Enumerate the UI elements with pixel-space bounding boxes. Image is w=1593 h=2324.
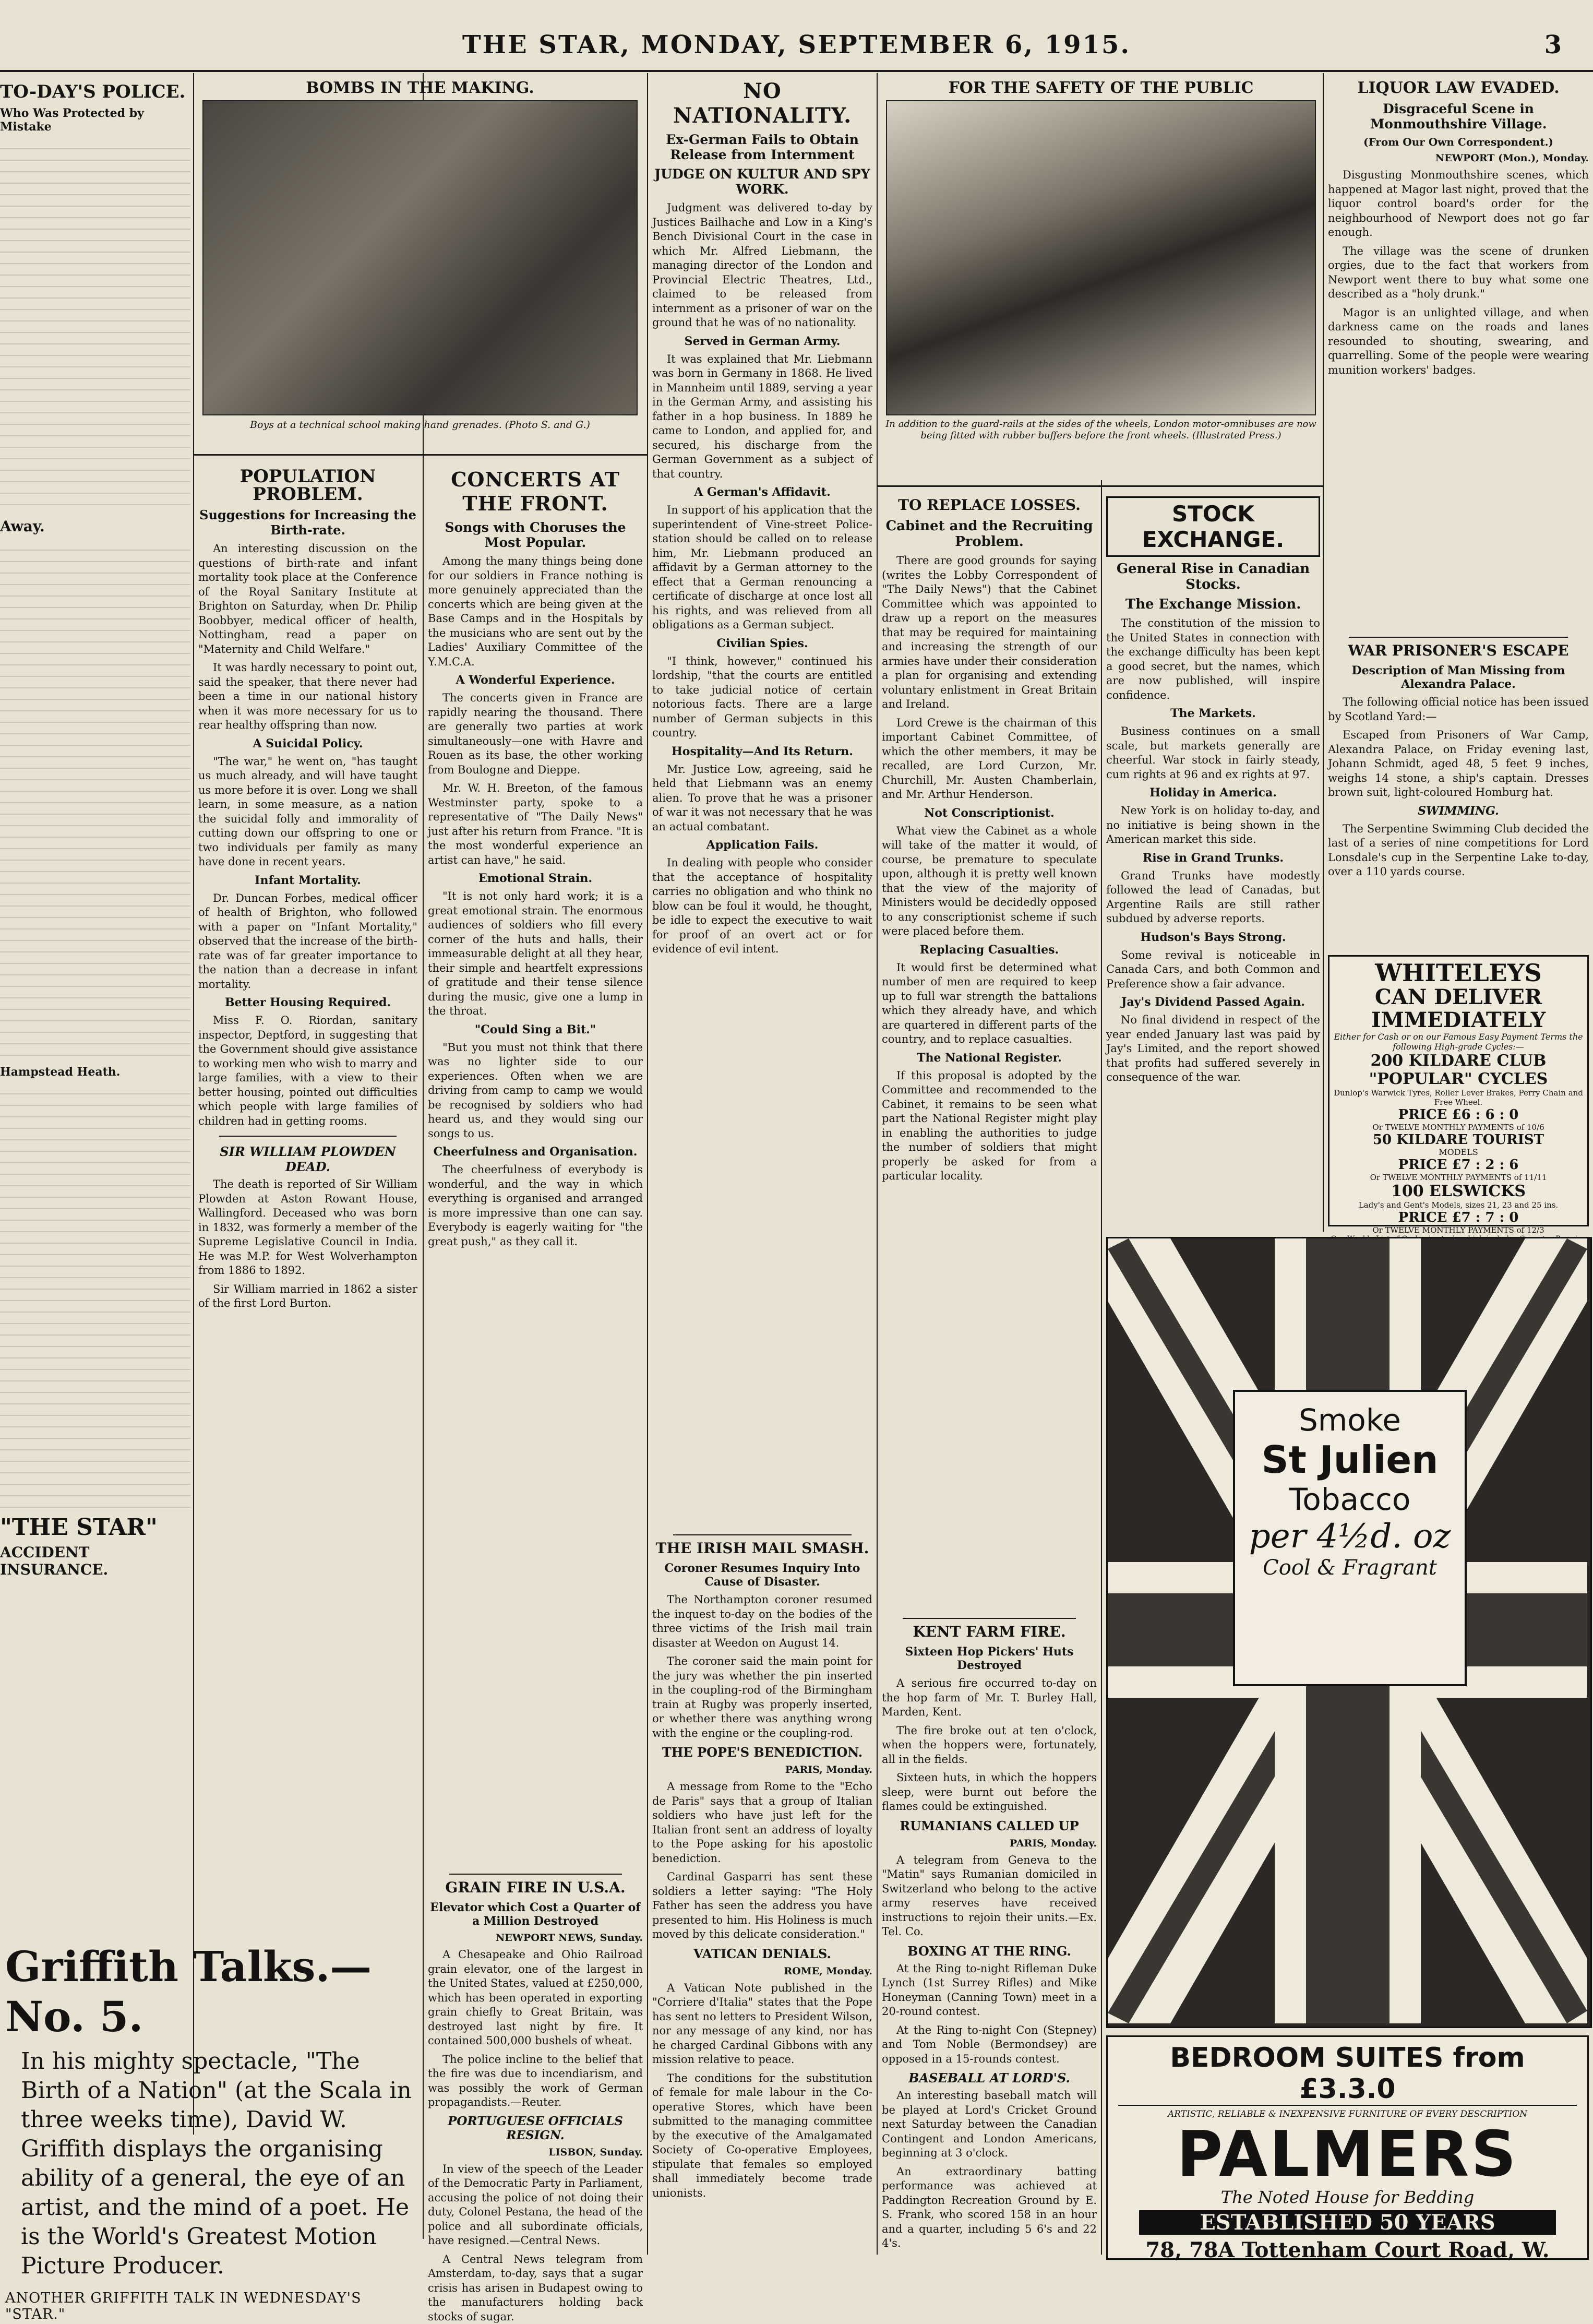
nationality-section-head: Application Fails. (652, 838, 872, 852)
portuguese-para: A Central News telegram from Amsterdam, to-day, says that a sugar crisis has arisen in Budapest owing to the manufacturers holding back stocks of sugar. (428, 2253, 643, 2324)
section-rule (449, 1874, 622, 1875)
concerts-section-head: A Wonderful Experience. (428, 673, 643, 687)
whiteleys-l10: MODELS (1330, 1148, 1587, 1157)
stock-para: The constitution of the mission to the United States in connection with the exchange difficulty has been kept a good secret, but the names, which are now published, will inspire confidence. (1106, 616, 1320, 702)
losses-para: What view the Cabinet as a whole will take of the matter it would, of course, be premature to speculate upon, although it is pretty well known that the view of the majority of Ministers would be decidedly opposed to any conscriptionist scheme if such were placed before them. (882, 824, 1097, 939)
escape-headline: WAR PRISONER'S ESCAPE (1328, 642, 1589, 660)
liquor-headline: LIQUOR LAW EVADED. (1328, 79, 1589, 97)
losses-para: There are good grounds for saying (writes the Lobby Correspondent of "The Daily News") that the Cabinet Committee which was appointed to draw up a report on the measures that may be required for maintaining and increasing the strength of our armies have under their consideration a plan for organising and extending voluntary enlistment in Great Britain and Ireland. (882, 554, 1097, 712)
palmers-l3: PALMERS (1108, 2123, 1587, 2187)
column-rule (1323, 73, 1324, 1232)
section-rule (1349, 637, 1568, 638)
tobacco-smoke: Smoke (1235, 1402, 1465, 1438)
nationality-para: Mr. Justice Low, agreeing, said he held that Liebmann was an enemy alien. To prove that he was a prisoner of war it was not necessary that he was an actual combatant. (652, 762, 872, 835)
nationality-para: In support of his application that the superintendent of Vine-street Police-station should be called on to release him, Mr. Liebmann produced an affidavit by a German attorney to the effect that a German renouncing a certificate of discharge at once lost all his rights, and was relieved from all obligations as a German subject. (652, 503, 872, 633)
losses-section-head: The National Register. (882, 1051, 1097, 1065)
nationality-para: "I think, however," continued his lordship, "that the courts are entitled to take judicial notice of certain notorious facts. There are a large number of German subjects in this country. (652, 654, 872, 741)
losses-article (882, 493, 1097, 1615)
population-para: Dr. Duncan Forbes, medical officer of health of Brighton, who followed with a paper on "Infant Mortality," observed that the increase of the birth-rate was of far greater importance to the nation than a decrease in infant mortality. (198, 891, 417, 992)
faded-text-block (0, 138, 190, 514)
irish-mail-article (652, 1534, 872, 2260)
vatican-para: The conditions for the substitution of female for male labour in the Co-operative Stores, which have been submitted to the managing committee by the executive of the Amalgamated Society of Co-operative Employees, stipulate that females so employed shall immediately become trade unionists. (652, 2071, 872, 2201)
concerts-article (428, 464, 643, 1874)
population-para: It was hardly necessary to point out, said the speaker, that there never had been a time in our national history when it was more necessary for us to rear healthy offspring than now. (198, 661, 417, 733)
concerts-section-head: "Could Sing a Bit." (428, 1023, 643, 1036)
concerts-section-head: Cheerfulness and Organisation. (428, 1145, 643, 1159)
whiteleys-price-3: PRICE £7 : 7 : 0 (1330, 1210, 1587, 1225)
pope-headline: THE POPE'S BENEDICTION. (652, 1745, 872, 1760)
grain-article (428, 1874, 643, 2260)
nationality-para: It was explained that Mr. Liebmann was born in Germany in 1868. He lived in Mannheim until 1889, serving a year in the German Army, and assisting his father in a hop business. In 1889 he came to London, and applied for, and secured, his discharge from the German Government as a subject of that country. (652, 352, 872, 482)
safety-article (882, 76, 1320, 483)
rumanians-dateline: PARIS, Monday. (882, 1838, 1097, 1849)
plowden-para: The death is reported of Sir William Plowden at Aston Rowant House, Wallingford. Deceased who was born in 1832, was formerly a member of the Supreme Legislative Council in India. He was M.P. for West Wolverhampton from 1886 to 1892. (198, 1177, 417, 1278)
kent-subhead: Sixteen Hop Pickers' Huts Destroyed (882, 1645, 1097, 1672)
concerts-para: The cheerfulness of everybody is wonderful, and the way in which everything is organised and arranged is more impressive than one can say. Everybody is eagerly waiting for "the great push," as they call it. (428, 1163, 643, 1249)
population-headline: POPULATION PROBLEM. (198, 468, 417, 503)
vatican-para: A Vatican Note published in the "Corriere d'Italia" states that the Pope has sent no letters to President Wilson, nor any message of any kind, nor has he charged Cardinal Gibbons with any mission relative to peace. (652, 1981, 872, 2067)
st-julien-ad (1106, 1237, 1592, 2028)
whiteleys-l4: Either for Cash or on our Famous Easy Payment Terms the following High-grade Cycles:— (1330, 1032, 1587, 1052)
grain-dateline: NEWPORT NEWS, Sunday. (428, 1932, 643, 1944)
losses-para: Lord Crewe is the chairman of this important Cabinet Committee, of which the other members, it may be recalled, are Lord Curzon, Mr. Churchill, Mr. Austen Chamberlain, and Mr. Arthur Henderson. (882, 716, 1097, 802)
population-section-head: Infant Mortality. (198, 874, 417, 887)
whiteleys-l8: Or TWELVE MONTHLY PAYMENTS of 10/6 (1330, 1123, 1587, 1132)
stock-subhead-2: The Exchange Mission. (1106, 597, 1320, 612)
concerts-headline: CONCERTS AT THE FRONT. (428, 468, 643, 516)
masthead-rule (0, 70, 1593, 72)
whiteleys-l13: Lady's and Gent's Models, sizes 21, 23 and 25 ins. (1330, 1200, 1587, 1210)
masthead (0, 30, 1593, 67)
column-rule (1101, 480, 1102, 2255)
whiteleys-l1: WHITELEYS (1330, 960, 1587, 986)
page-number: 3 (1544, 30, 1562, 59)
griffith-body: In his mighty spectacle, "The Birth of a Nation" (at the Scala in three weeks time), David W. Griffith displays the organising ability of a general, the eye of an artist, and the mind of a poet. He is the World's Greatest Motion Picture Producer. (21, 2047, 412, 2281)
kent-para: Sixteen huts, in which the hoppers sleep, were burnt out before the flames could be extinguished. (882, 1771, 1097, 1814)
tobacco-brand: St Julien (1235, 1438, 1465, 1482)
stock-section-head: Jay's Dividend Passed Again. (1106, 995, 1320, 1009)
kent-headline: KENT FARM FIRE. (882, 1623, 1097, 1641)
population-article (198, 464, 417, 1994)
column-rule (877, 73, 878, 2255)
kent-para: The fire broke out at ten o'clock, when the hoppers were, fortunately, all in the fields. (882, 1724, 1097, 1767)
concerts-subhead: Songs with Choruses the Most Popular. (428, 520, 643, 550)
whiteleys-price-1: PRICE £6 : 6 : 0 (1330, 1107, 1587, 1123)
swimming-para: The Serpentine Swimming Club decided the last of a series of nine competitions for Lord Lonsdale's cup in the Serpentine Lake to-day, over a 110 yards course. (1328, 822, 1589, 879)
whiteleys-l9: 50 KILDARE TOURIST (1330, 1132, 1587, 1148)
whiteleys-l11: Or TWELVE MONTHLY PAYMENTS of 11/11 (1330, 1173, 1587, 1182)
whiteleys-l7: Dunlop's Warwick Tyres, Roller Lever Brakes, Perry Chain and Free Wheel. (1330, 1088, 1587, 1107)
escape-subhead: Description of Man Missing from Alexandra Palace. (1328, 664, 1589, 691)
stock-headline: STOCK EXCHANGE. (1106, 496, 1320, 557)
nationality-para: Judgment was delivered to-day by Justices Bailhache and Low in a King's Bench Divisional Court in the case in which Mr. Alfred Liebmann, the managing director of the London and Provincial Electric Theatres, Ltd., claimed to be released from internment as a prisoner of war on the ground that he was of no nationality. (652, 201, 872, 330)
palmers-l1: BEDROOM SUITES from £3.3.0 (1118, 2042, 1577, 2106)
stock-subhead: General Rise in Canadian Stocks. (1106, 561, 1320, 592)
bombs-caption: Boys at a technical school making hand grenades. (Photo S. and G.) (198, 419, 642, 431)
nationality-subhead: JUDGE ON KULTUR AND SPY WORK. (652, 166, 872, 197)
palmers-l2: ARTISTIC, RELIABLE & INEXPENSIVE FURNITURE OF EVERY DESCRIPTION (1108, 2109, 1587, 2119)
star-insurance-headline: "THE STAR" (0, 1514, 190, 1541)
faded-text-block (0, 1083, 190, 1511)
palmers-ad (1106, 2035, 1589, 2260)
police-subhead: Who Was Protected by Mistake (0, 106, 190, 134)
kent-article (882, 1618, 1097, 2260)
stock-para: Business continues on a small scale, but markets generally are cheerful. War stock in fairly steady, cum rights at 96 and ex rights at 97. (1106, 724, 1320, 782)
grain-headline: GRAIN FIRE IN U.S.A. (428, 1879, 643, 1897)
population-para: An interesting discussion on the questions of birth-rate and infant mortality took place at the Conference of the Royal Sanitary Institute at Brighton on Saturday, when Dr. Philip Boobbyer, medical officer of health, Nottingham, read a paper on "Maternity and Child Welfare." (198, 542, 417, 657)
whiteleys-ad (1328, 955, 1589, 1226)
liquor-article (1328, 76, 1589, 634)
column-rule (647, 73, 648, 2255)
portuguese-para: In view of the speech of the Leader of the Democratic Party in Parliament, accusing the police of not doing their duty, Colonel Pestana, the head of the police and all subordinate officials, have resigned.—Central News. (428, 2162, 643, 2248)
masthead-title: THE STAR, MONDAY, SEPTEMBER 6, 1915. (0, 30, 1593, 59)
section-rule (903, 1618, 1076, 1619)
baseball-para: An interesting baseball match will be played at Lord's Cricket Ground next Saturday between the Canadian Contingent and London Americans, beginning at 3 o'clock. (882, 2089, 1097, 2161)
bombs-headline: BOMBS IN THE MAKING. (198, 79, 642, 97)
faded-text-block (0, 539, 190, 1061)
nationality-section-head: Civilian Spies. (652, 637, 872, 650)
grain-subhead: Elevator which Cost a Quarter of a Million Destroyed (428, 1901, 643, 1928)
losses-subhead: Cabinet and the Recruiting Problem. (882, 518, 1097, 550)
tobacco-slogan: Cool & Fragrant (1235, 1556, 1465, 1580)
star-insurance-subhead: ACCIDENT INSURANCE. (0, 1544, 190, 1578)
left-column (0, 78, 190, 1931)
whiteleys-l14: Or TWELVE MONTHLY PAYMENTS of 12/3 (1330, 1225, 1587, 1235)
irish-mail-para: The coroner said the main point for the jury was whether the pin inserted in the coupling-rod of the Birmingham train at Rugby was properly inserted, or whether there was anything wrong with the engine or the coupling-rod. (652, 1654, 872, 1741)
portuguese-headline: PORTUGUESE OFFICIALS RESIGN. (428, 2114, 643, 2142)
concerts-para: Mr. W. H. Breeton, of the famous Westminster party, spoke to a representative of "The Daily News" just after his return from France. "It is the most wonderful experience an artist can have," he said. (428, 781, 643, 867)
tobacco-price: per 4½d. oz (1235, 1517, 1465, 1556)
baseball-para: An extraordinary batting performance was achieved at Paddington Recreation Ground by E. S. Frank, who scored 158 in an hour and a quarter, including 5 6's and 22 4's. (882, 2165, 1097, 2251)
tobacco-panel (1233, 1390, 1467, 1686)
losses-para: It would first be determined what number of men are required to keep up to full war strength the battalions which they already have, and which are quartered in different parts of the country, and to replace casualties. (882, 961, 1097, 1047)
boxing-headline: BOXING AT THE RING. (882, 1944, 1097, 1959)
plowden-para: Sir William married in 1862 a sister of the first Lord Burton. (198, 1282, 417, 1311)
losses-para: If this proposal is adopted by the Committee and recommended to the Cabinet, it remains to be seen what part the National Register might play in enabling the authorities to judge the number of soldiers that might properly be asked for from a particular locality. (882, 1069, 1097, 1184)
pope-para: Cardinal Gasparri has sent these soldiers a letter saying: "The Holy Father has seen the address you have presented to him. His Holiness is much moved by this delicate consideration." (652, 1870, 872, 1942)
nationality-headline: NO NATIONALITY. (652, 79, 872, 128)
concerts-para: "It is not only hard work; it is a great emotional strain. The enormous audiences of soldiers who fill every corner of the huts and halls, their immeasurable delight at all they hear, their simple and heartfelt expressions of gratitude and their tense silence during the music, give one a lump in the throat. (428, 889, 643, 1019)
concerts-para: "But you must not think that there was no lighter side to our experiences. Often when we are driving from camp to camp we would be recognised by soldiers who had heard us, and they would sing our songs to us. (428, 1041, 643, 1141)
rumanians-para: A telegram from Geneva to the "Matin" says Rumanian domiciled in Switzerland who belong to the active army reserves have received instructions to rejoin their units.—Ex. Tel. Co. (882, 1853, 1097, 1939)
police-headline: TO-DAY'S POLICE. (0, 81, 190, 102)
column-rule (193, 73, 194, 2135)
bombs-article (198, 76, 642, 451)
liquor-para: The village was the scene of drunken orgies, due to the fact that workers from Newport went there to buy what some one described as a "holy drunk." (1328, 244, 1589, 302)
grain-para: A Chesapeake and Ohio Railroad grain elevator, one of the largest in the United States, valued at £250,000, which has been operated in exporting grain chiefly to Great Britain, was destroyed last night by fire. It contained 500,000 bushels of wheat. (428, 1948, 643, 2048)
boxing-para: At the Ring to-night Rifleman Duke Lynch (1st Surrey Rifles) and Mike Honeyman (Canning Town) meet in a 20-round contest. (882, 1962, 1097, 2019)
nationality-para: In dealing with people who consider that the acceptance of hospitality carries no obligation and who think no blow can be foul it would, he thought, be idle to expect the executive to wait for proof of an overt act or for evidence of evil intent. (652, 856, 872, 957)
irish-mail-subhead: Coroner Resumes Inquiry Into Cause of Disaster. (652, 1562, 872, 1589)
stock-para: Some revival is noticeable in Canada Cars, and both Common and Preference show a fair advance. (1106, 948, 1320, 992)
whiteleys-l3: IMMEDIATELY (1330, 1009, 1587, 1032)
rumanians-headline: RUMANIANS CALLED UP (882, 1818, 1097, 1833)
boxing-para: At the Ring to-night Con (Stepney) and Tom Noble (Bermondsey) are opposed in a 15-rounds contest. (882, 2023, 1097, 2067)
losses-section-head: Not Conscriptionist. (882, 806, 1097, 820)
stock-para: No final dividend in respect of the year ended January last was paid by Jay's Limited, and the report showed that profits had suffered severely in consequence of the war. (1106, 1013, 1320, 1085)
section-rule (194, 454, 647, 456)
population-section-head: A Suicidal Policy. (198, 737, 417, 750)
safety-caption: In addition to the guard-rails at the sides of the wheels, London motor-omnibuses are now being fitted with rubber buffers before the front wheels. (Illustrated Press.) (882, 419, 1320, 442)
nationality-section-head: Served in German Army. (652, 335, 872, 348)
grain-para: The police incline to the belief that the fire was due to incendiarism, and was possibly the work of German propagandists.—Reuter. (428, 2053, 643, 2110)
concerts-para: Among the many things being done for our soldiers in France nothing is more genuinely appreciated than the concerts which are being given at the Base Camps and in the Hospitals by the musicians who are sent out by the Ladies' Auxiliary Committee of the Y.M.C.A. (428, 554, 643, 669)
whiteleys-l5: 200 KILDARE CLUB (1330, 1052, 1587, 1070)
concerts-section-head: Emotional Strain. (428, 872, 643, 885)
nationality-subhead: Ex-German Fails to Obtain Release from Internment (652, 132, 872, 162)
irish-mail-headline: THE IRISH MAIL SMASH. (652, 1540, 872, 1557)
irish-mail-para: The Northampton coroner resumed the inquest to-day on the bodies of the three victims of the Irish mail train disaster at Weedon on August 14. (652, 1593, 872, 1650)
stock-section-head: The Markets. (1106, 707, 1320, 720)
stock-para: Grand Trunks have modestly followed the lead of Canadas, but Argentine Rails are still rather subdued by adverse reports. (1106, 869, 1320, 926)
section-rule (673, 1534, 852, 1535)
losses-section-head: Replacing Casualties. (882, 943, 1097, 957)
whiteleys-l6: "POPULAR" CYCLES (1330, 1070, 1587, 1088)
safety-headline: FOR THE SAFETY OF THE PUBLIC (882, 79, 1320, 97)
section-rule (219, 1136, 397, 1137)
liquor-para: Magor is an unlighted village, and when darkness came on the roads and lanes resounded to shouting, swearing, and quarrelling. Some of the people were wearing munition workers' badges. (1328, 306, 1589, 378)
griffith-footer: ANOTHER GRIFFITH TALK IN WEDNESDAY'S "STAR." (5, 2290, 423, 2322)
stock-section-head: Rise in Grand Trunks. (1106, 851, 1320, 865)
bombs-photo (202, 100, 638, 415)
griffith-headline: Griffith Talks.—No. 5. (5, 1941, 423, 2042)
palmers-l4: The Noted House for Bedding (1108, 2187, 1587, 2207)
palmers-l5: ESTABLISHED 50 YEARS (1139, 2210, 1556, 2235)
palmers-l6: 78, 78A Tottenham Court Road, W. (1108, 2238, 1587, 2262)
liquor-byline: (From Our Own Correspondent.) (1328, 136, 1589, 148)
stock-para: New York is on holiday to-day, and no initiative is being shown in the American market this side. (1106, 804, 1320, 847)
population-subhead: Suggestions for Increasing the Birth-rate. (198, 507, 417, 538)
pope-para: A message from Rome to the "Echo de Paris" says that a group of Italian soldiers who have just left for the Italian front sent an address of loyalty to the Pope asking for his apostolic benediction. (652, 1780, 872, 1866)
whiteleys-l2: CAN DELIVER (1330, 986, 1587, 1009)
portuguese-dateline: LISBON, Sunday. (428, 2147, 643, 2158)
liquor-dateline: NEWPORT (Mon.), Monday. (1328, 152, 1589, 164)
population-section-head: Better Housing Required. (198, 996, 417, 1009)
population-para: Miss F. O. Riordan, sanitary inspector, Deptford, in suggesting that the Government should give assistance to working men who wish to marry and large families, with a view to their better housing, pointed out difficulties which people with large families of children had in getting rooms. (198, 1014, 417, 1128)
nationality-section-head: A German's Affidavit. (652, 485, 872, 499)
vatican-dateline: ROME, Monday. (652, 1965, 872, 1977)
whiteleys-l12: 100 ELSWICKS (1330, 1182, 1587, 1200)
liquor-subhead: Disgraceful Scene in Monmouthshire Village. (1328, 101, 1589, 132)
liquor-para: Disgusting Monmouthshire scenes, which happened at Magor last night, proved that the liquor control board's order for the neighbourhood of Newport does not go far enough. (1328, 168, 1589, 240)
plowden-headline: SIR WILLIAM PLOWDEN DEAD. (198, 1144, 417, 1174)
whiteleys-price-2: PRICE £7 : 2 : 6 (1330, 1157, 1587, 1173)
pope-dateline: PARIS, Monday. (652, 1764, 872, 1775)
stock-article (1106, 493, 1320, 1234)
escape-para: Escaped from Prisoners of War Camp, Alexandra Palace, on Friday evening last, Johann Schmidt, aged 48, 5 feet 9 inches, weighs 14 stone, a ship's captain. Dresses brown suit, light-coloured Homburg hat. (1328, 728, 1589, 800)
safety-photo (886, 100, 1316, 415)
fragment-away: Away. (0, 518, 190, 535)
stock-section-head: Hudson's Bays Strong. (1106, 931, 1320, 944)
stock-section-head: Holiday in America. (1106, 786, 1320, 800)
population-para: "The war," he went on, "has taught us much already, and will have taught us more before it is over. Long we shall learn, in some measure, as a nation the suicidal folly and immorality of cutting down our offspring to one or two individuals per family as many have done in recent years. (198, 755, 417, 869)
baseball-headline: BASEBALL AT LORD'S. (882, 2070, 1097, 2085)
losses-headline: TO REPLACE LOSSES. (882, 496, 1097, 514)
nationality-section-head: Hospitality—And Its Return. (652, 745, 872, 758)
tobacco-word: Tobacco (1235, 1482, 1465, 1517)
concerts-para: The concerts given in France are rapidly nearing the thousand. There are generally two parties at work simultaneously—one with Havre and Rouen as its base, the other working from Boulogne and Dieppe. (428, 691, 643, 777)
vatican-headline: VATICAN DENIALS. (652, 1946, 872, 1961)
swimming-headline: SWIMMING. (1328, 804, 1589, 818)
fragment-hampstead: Hampstead Heath. (0, 1065, 190, 1079)
section-rule (878, 485, 1323, 487)
escape-para: The following official notice has been issued by Scotland Yard:— (1328, 695, 1589, 724)
escape-article (1328, 637, 1589, 950)
kent-para: A serious fire occurred to-day on the hop farm of Mr. T. Burley Hall, Marden, Kent. (882, 1676, 1097, 1720)
nationality-article (652, 76, 872, 1532)
